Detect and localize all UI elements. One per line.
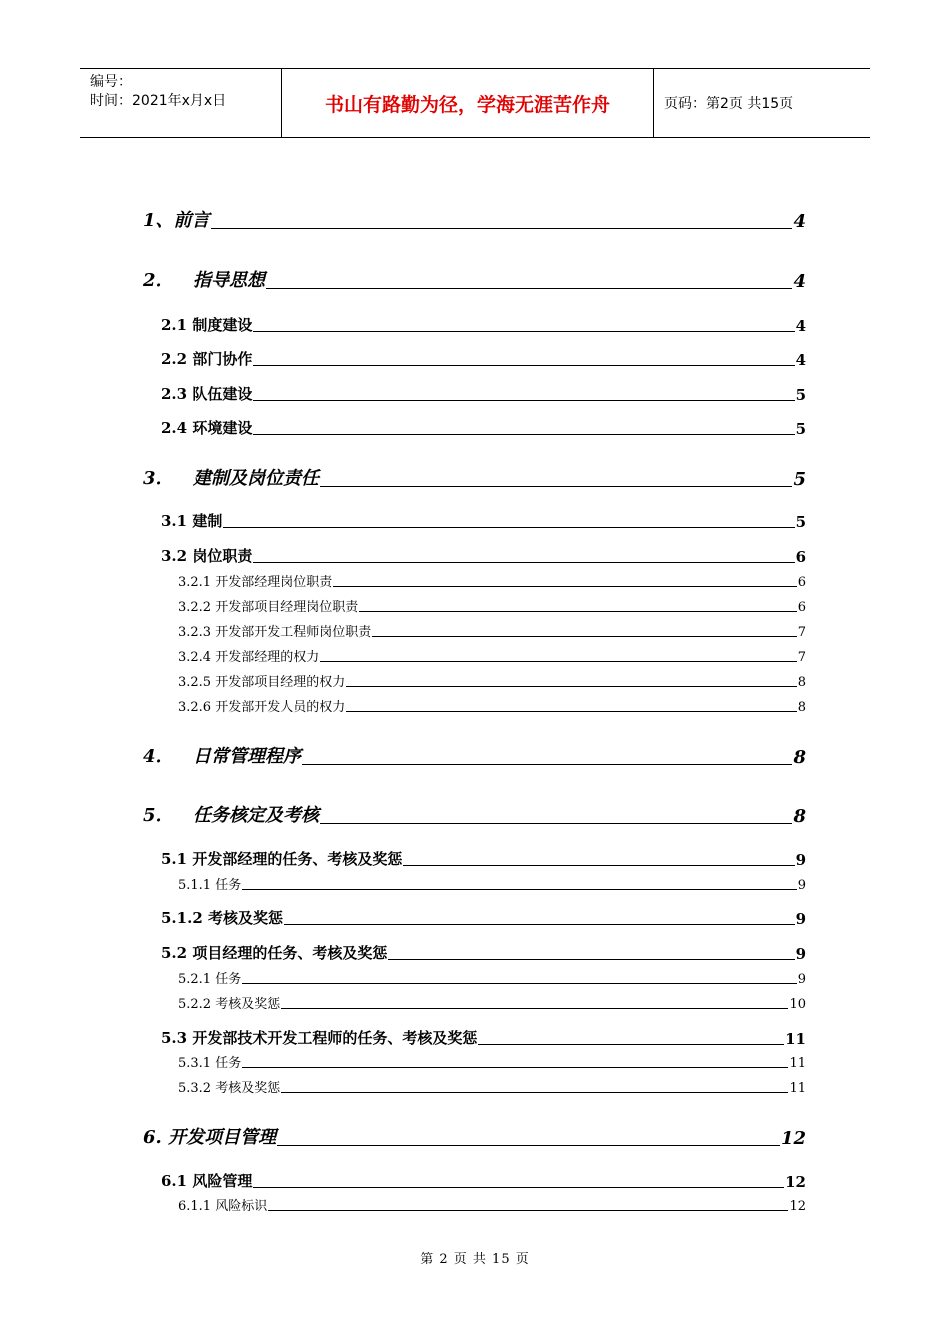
toc-entry[interactable] xyxy=(178,621,806,640)
toc-entry-label xyxy=(161,383,252,404)
toc-entry-number: 2． xyxy=(143,270,174,291)
toc-entry-number: 3.2.6 xyxy=(178,700,212,715)
toc-leader-line xyxy=(320,661,796,662)
toc-entry-label xyxy=(161,348,252,369)
toc-entry-number: 6.1 xyxy=(161,1172,188,1190)
toc-entry-number: 5.2.1 xyxy=(178,972,212,987)
header-motto: 书山有路勤为径，学海无涯苦作舟 xyxy=(282,69,654,137)
toc-entry[interactable] xyxy=(178,874,806,893)
toc-page-number: 12 xyxy=(780,1128,806,1149)
toc-entry-label xyxy=(178,968,241,987)
toc-page-number: 6 xyxy=(797,575,806,590)
toc-entry-title: 任务核定及考核 xyxy=(193,805,319,826)
toc-leader-line xyxy=(253,400,794,401)
toc-entry-label xyxy=(143,742,301,768)
toc-entry[interactable] xyxy=(178,571,806,590)
toc-entry[interactable] xyxy=(161,907,806,928)
number-label: 编号： xyxy=(90,74,132,90)
toc-entry-number: 2.1 xyxy=(161,316,188,334)
toc-entry-title: 建制及岗位责任 xyxy=(193,468,319,489)
toc-page-number: 11 xyxy=(789,1081,806,1096)
toc-page-number: 9 xyxy=(795,945,806,963)
toc-leader-line xyxy=(242,983,796,984)
toc-entry[interactable] xyxy=(161,510,806,531)
toc-leader-line xyxy=(320,823,792,824)
toc-entry-title: 开发部经理的任务、考核及奖惩 xyxy=(192,850,403,868)
toc-page-number: 8 xyxy=(797,700,806,715)
toc-entry-label xyxy=(143,801,319,827)
toc-entry[interactable] xyxy=(178,1195,806,1214)
toc-entry-number: 2.2 xyxy=(161,350,188,368)
toc-entry-title: 前言 xyxy=(173,210,210,231)
toc-entry[interactable] xyxy=(143,742,806,768)
toc-entry-title: 开发部经理的权力 xyxy=(215,650,320,665)
toc-page-number: 12 xyxy=(785,1173,806,1191)
toc-page-number: 4 xyxy=(795,317,806,335)
toc-entry-title: 考核及奖惩 xyxy=(215,1081,281,1096)
toc-entry-number: 2.4 xyxy=(161,419,188,437)
toc-entry[interactable] xyxy=(143,1123,806,1149)
toc-entry-number: 6. xyxy=(143,1127,162,1148)
toc-leader-line xyxy=(478,1044,784,1045)
toc-entry-number: 5.3.2 xyxy=(178,1081,212,1096)
toc-entry[interactable] xyxy=(161,545,806,566)
toc-entry[interactable] xyxy=(161,314,806,335)
toc-page-number: 4 xyxy=(793,211,806,232)
toc-entry-number: 3.1 xyxy=(161,512,188,530)
toc-entry-number: 2.3 xyxy=(161,385,188,403)
toc-entry-number: 5.2 xyxy=(161,944,188,962)
toc-page-number: 12 xyxy=(789,1199,806,1214)
toc-entry-label xyxy=(161,1027,477,1048)
toc-entry-label xyxy=(178,874,241,893)
toc-entry-number: 6.1.1 xyxy=(178,1199,212,1214)
toc-entry-title: 考核及奖惩 xyxy=(215,997,281,1012)
toc-entry-title: 开发部经理岗位职责 xyxy=(215,575,333,590)
toc-entry-label xyxy=(143,1123,276,1149)
toc-entry-title: 风险管理 xyxy=(192,1172,253,1190)
toc-entry-title: 项目经理的任务、考核及奖惩 xyxy=(192,944,388,962)
toc-entry-label xyxy=(178,1195,267,1214)
toc-entry-label xyxy=(178,571,332,590)
toc-entry-number: 5.3.1 xyxy=(178,1056,212,1071)
toc-entry-title: 队伍建设 xyxy=(192,385,253,403)
toc-page-number: 6 xyxy=(795,548,806,566)
toc-entry-title: 开发部开发工程师岗位职责 xyxy=(215,625,372,640)
toc-entry-title: 风险标识 xyxy=(215,1199,268,1214)
toc-page-number: 5 xyxy=(795,513,806,531)
toc-leader-line xyxy=(253,1187,784,1188)
toc-page-number: 8 xyxy=(797,675,806,690)
toc-entry-number: 3． xyxy=(143,468,174,489)
toc-leader-line xyxy=(253,331,794,332)
toc-entry-label xyxy=(178,621,371,640)
toc-page-number: 6 xyxy=(797,600,806,615)
toc-entry-title: 建制 xyxy=(192,512,223,530)
toc-entry-label xyxy=(161,545,252,566)
toc-leader-line xyxy=(268,1210,788,1211)
toc-entry[interactable] xyxy=(161,1027,806,1048)
toc-entry-label xyxy=(178,646,319,665)
toc-leader-line xyxy=(242,889,796,890)
toc-entry-label xyxy=(178,696,345,715)
toc-page-number: 9 xyxy=(795,851,806,869)
toc-entry[interactable] xyxy=(161,417,806,438)
toc-entry-number: 4． xyxy=(143,746,174,767)
toc-entry-title: 指导思想 xyxy=(193,270,265,291)
toc-entry-title: 部门协作 xyxy=(192,350,253,368)
toc-entry-number: 5.1.2 xyxy=(161,909,203,927)
toc-page-number: 8 xyxy=(793,747,806,768)
toc-entry-number: 5.2.2 xyxy=(178,997,212,1012)
toc-entry[interactable] xyxy=(178,1052,806,1071)
toc-entry-label xyxy=(161,314,252,335)
toc-entry-title: 任务 xyxy=(215,1056,242,1071)
toc-entry-label xyxy=(143,464,319,490)
toc-entry-label xyxy=(161,417,252,438)
header-page-info: 页码：第2页 共15页 xyxy=(664,96,794,112)
toc-leader-line xyxy=(223,527,794,528)
toc-entry-label xyxy=(161,848,402,869)
toc-page-number: 4 xyxy=(795,351,806,369)
toc-leader-line xyxy=(320,486,792,487)
toc-page-number: 11 xyxy=(789,1056,806,1071)
toc-entry[interactable] xyxy=(161,848,806,869)
toc-page-number: 11 xyxy=(785,1030,806,1048)
toc-entry[interactable] xyxy=(143,266,806,292)
toc-entry-label xyxy=(178,1077,280,1096)
toc-entry-title: 岗位职责 xyxy=(192,547,253,565)
toc-entry[interactable] xyxy=(178,646,806,665)
toc-entry-number: 3.2.5 xyxy=(178,675,212,690)
toc-leader-line xyxy=(346,711,796,712)
toc-entry-number: 5.1 xyxy=(161,850,188,868)
toc-entry-number: 5． xyxy=(143,805,174,826)
toc-page-number: 9 xyxy=(797,878,806,893)
toc-leader-line xyxy=(388,959,794,960)
toc-entry-title: 开发部项目经理的权力 xyxy=(215,675,346,690)
toc-entry-number: 5.3 xyxy=(161,1029,188,1047)
toc-entry-number: 1、 xyxy=(143,210,174,231)
toc-entry[interactable] xyxy=(143,801,806,827)
toc-page-number: 7 xyxy=(797,625,806,640)
toc-entry[interactable] xyxy=(178,696,806,715)
toc-entry-number: 3.2.2 xyxy=(178,600,212,615)
toc-page-number: 9 xyxy=(797,972,806,987)
toc-entry-title: 任务 xyxy=(215,972,242,987)
toc-entry[interactable] xyxy=(178,596,806,615)
toc-entry[interactable] xyxy=(143,464,806,490)
toc-page-number: 7 xyxy=(797,650,806,665)
toc-entry-label xyxy=(161,907,283,928)
toc-entry-title: 开发项目管理 xyxy=(168,1127,277,1148)
toc-leader-line xyxy=(302,764,792,765)
toc-entry[interactable] xyxy=(161,1170,806,1191)
toc-entry-number: 3.2.4 xyxy=(178,650,212,665)
toc-leader-line xyxy=(281,1092,788,1093)
toc-entry[interactable] xyxy=(161,348,806,369)
toc-entry-title: 开发部开发人员的权力 xyxy=(215,700,346,715)
toc-leader-line xyxy=(266,288,792,289)
toc-leader-line xyxy=(253,434,794,435)
toc-leader-line xyxy=(281,1008,788,1009)
toc-entry-number: 3.2.1 xyxy=(178,575,212,590)
toc-leader-line xyxy=(359,611,796,612)
toc-entry-title: 开发部技术开发工程师的任务、考核及奖惩 xyxy=(192,1029,478,1047)
toc-entry-label xyxy=(178,1052,241,1071)
toc-leader-line xyxy=(372,636,796,637)
toc-entry-label xyxy=(143,206,210,232)
toc-entry-label xyxy=(178,671,345,690)
toc-entry[interactable] xyxy=(178,993,806,1012)
toc-page-number: 4 xyxy=(793,271,806,292)
toc-entry[interactable] xyxy=(143,206,806,232)
toc-leader-line xyxy=(333,586,796,587)
toc-entry-label xyxy=(178,596,358,615)
page-footer: 第 2 页 共 15 页 xyxy=(420,1252,530,1267)
toc-leader-line xyxy=(253,365,794,366)
toc-entry-label xyxy=(161,1170,252,1191)
toc-entry-number: 5.1.1 xyxy=(178,878,212,893)
toc-entry[interactable] xyxy=(178,671,806,690)
toc-leader-line xyxy=(242,1067,788,1068)
toc-entry-number: 3.2.3 xyxy=(178,625,212,640)
toc-page-number: 9 xyxy=(795,910,806,928)
toc-page-number: 5 xyxy=(793,469,806,490)
toc-page-number: 5 xyxy=(795,386,806,404)
toc-leader-line xyxy=(211,228,793,229)
toc-entry-label xyxy=(161,510,222,531)
toc-page-number: 10 xyxy=(789,997,806,1012)
toc-leader-line xyxy=(253,562,794,563)
toc-leader-line xyxy=(346,686,796,687)
toc-entry-title: 开发部项目经理岗位职责 xyxy=(215,600,359,615)
toc-entry[interactable] xyxy=(178,1077,806,1096)
toc-page-number: 8 xyxy=(793,806,806,827)
toc-entry-title: 制度建设 xyxy=(192,316,253,334)
toc-page-number: 5 xyxy=(795,420,806,438)
toc-entry-title: 任务 xyxy=(215,878,242,893)
toc-entry[interactable] xyxy=(161,383,806,404)
toc-entry[interactable] xyxy=(178,968,806,987)
toc-entry-label xyxy=(143,266,265,292)
toc-leader-line xyxy=(403,865,794,866)
time-label: 时间：2021年x月x日 xyxy=(90,93,227,109)
toc-entry-label xyxy=(161,942,387,963)
toc-entry-title: 环境建设 xyxy=(192,419,253,437)
toc-entry-number: 3.2 xyxy=(161,547,188,565)
toc-entry-label xyxy=(178,993,280,1012)
toc-entry-title: 考核及奖惩 xyxy=(208,909,284,927)
toc-entry-title: 日常管理程序 xyxy=(193,746,301,767)
toc-entry[interactable] xyxy=(161,942,806,963)
toc-leader-line xyxy=(284,924,795,925)
toc-leader-line xyxy=(277,1145,780,1146)
